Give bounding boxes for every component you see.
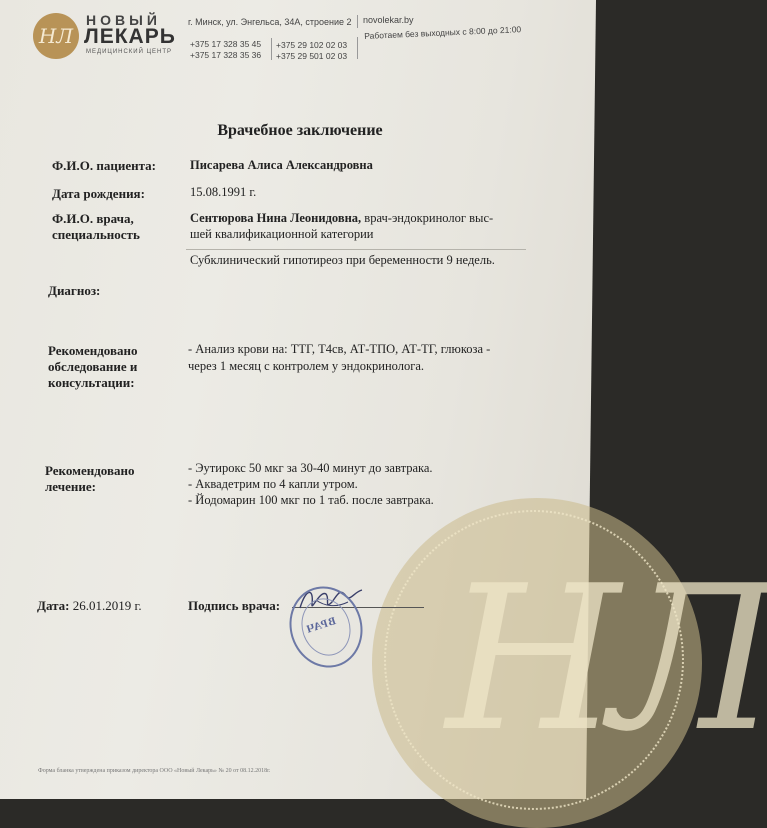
clinic-logo <box>33 13 79 59</box>
working-hours: Работаем без выходных с 8:00 до 21:00 <box>364 24 522 41</box>
birth-date: 15.08.1991 г. <box>190 185 257 199</box>
patient-name-label: Ф.И.О. пациента: <box>52 158 156 173</box>
treatment-item-3: - Йодомарин 100 мкг по 1 таб. после завтрака. <box>188 493 434 507</box>
doctor-label-line2: специальность <box>52 227 140 242</box>
hours-divider <box>357 37 358 59</box>
doctor-info-line2: шей квалификационной категории <box>190 227 374 241</box>
treatment-label-line2: лечение: <box>45 479 96 494</box>
separator-line <box>186 249 526 250</box>
form-footer-note: Форма бланка утверждена приказом директора ООО «Новый Лекарь» № 20 от 08.12.2018г. <box>38 768 271 774</box>
issue-date-label: Дата: <box>37 598 70 613</box>
exam-label-line3: консультации: <box>48 375 135 390</box>
treatment-label-line1: Рекомендовано <box>45 463 135 478</box>
treatment-item-1: - Эутирокс 50 мкг за 30-40 минут до завтрака. <box>188 461 433 475</box>
doctor-name: Сентюрова Нина Леонидовна, <box>190 211 362 225</box>
signature-label: Подпись врача: <box>188 598 281 613</box>
logo-letters: НЛ <box>38 24 74 48</box>
patient-name: Писарева Алиса Александровна <box>190 158 373 172</box>
brand-subtitle: МЕДИЦИНСКИЙ ЦЕНТР <box>86 49 173 55</box>
phone-1: +375 17 328 35 45 <box>190 39 262 49</box>
diagnosis-value: Субклинический гипотиреоз при беременности 9 недель. <box>190 253 495 267</box>
phone-2: +375 17 328 35 36 <box>190 50 262 60</box>
watermark-letters: НЛ <box>446 543 767 776</box>
treatment-item-2: - Аквадетрим по 4 капли утром. <box>188 477 358 491</box>
doctor-info-line1 <box>190 210 493 227</box>
doctor-label-line1: Ф.И.О. врача, <box>52 211 134 226</box>
diagnosis-label: Диагноз: <box>48 283 101 298</box>
exam-value-line2: через 1 месяц с контролем у эндокринолога. <box>188 359 425 373</box>
phones-divider <box>271 38 272 60</box>
phone-3: +375 29 102 02 03 <box>276 40 348 50</box>
exam-label-line1: Рекомендовано <box>48 343 138 358</box>
phone-4: +375 29 501 02 03 <box>276 51 348 61</box>
document-title: Врачебное заключение <box>217 122 383 139</box>
doctor-specialty: врач-эндокринолог выс- <box>361 211 494 225</box>
brand-top: НОВЫЙ <box>86 12 161 28</box>
exam-label-line2: обследование и <box>48 359 138 374</box>
birth-date-label: Дата рождения: <box>52 186 145 201</box>
stamp-text: ВРАЧ <box>304 615 338 637</box>
exam-value-line1: - Анализ крови на: ТТГ, Т4св, АТ-ТПО, АТ-ТГ, глюкоза - <box>188 342 491 356</box>
header-divider <box>357 15 358 28</box>
issue-date <box>37 597 142 614</box>
clinic-website: novolekar.by <box>363 15 414 25</box>
brand-name: ЛЕКАРЬ <box>84 25 176 48</box>
clinic-address: г. Минск, ул. Энгельса, 34А, строение 2 <box>188 17 352 27</box>
issue-date-value: 26.01.2019 г. <box>69 598 142 613</box>
